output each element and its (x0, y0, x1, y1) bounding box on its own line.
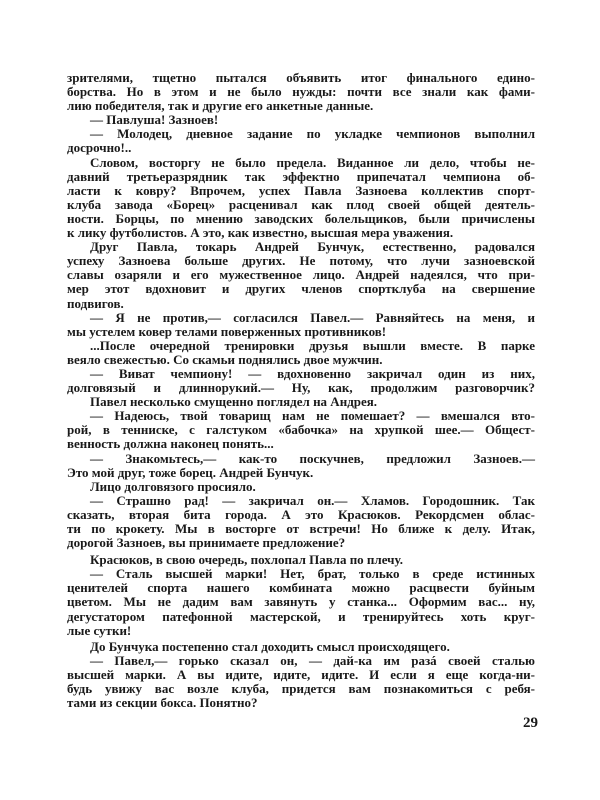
text-line: лые сутки! (67, 622, 132, 638)
text-line: тами из секции бокса. Понятно? (67, 695, 258, 711)
text-line: мер этот вдохновит и других членов спортклуба на свершение (67, 281, 535, 297)
text-line: — Страшно рад! — закричал он.— Хламов. Городошник. Так (90, 492, 535, 508)
text-line: Словом, восторгу не было предела. Виданное ли дело, чтобы не- (90, 154, 535, 170)
text-line: — Знакомьтесь,— как-то поскучнев, предложил Зазноев.— (90, 450, 535, 466)
text-line: славы озаряли и его мужественное лицо. Андрей надеялся, что при- (67, 267, 535, 283)
text-line: сказать, вторая бита города. А это Красюков. Рекордсмен облас- (67, 506, 535, 522)
text-line: клуба завода «Борец» расценивал как плод своей общей деятель- (67, 196, 535, 212)
text-line: веяло свежестью. Со скамьи поднялись двое мужчин. (67, 351, 383, 367)
text-line: подвигов. (67, 295, 124, 311)
text-line: долговязый и длиннорукий.— Ну, как, продолжим разговорчик? (67, 380, 535, 396)
text-line: зрителями, тщетно пытался объявить итог финального едино- (67, 70, 535, 85)
text-line: — Надеюсь, твой товарищ нам не помешает? — вмешался вто- (90, 408, 535, 424)
text-line: Красюков, в свою очередь, похлопал Павла по плечу. (90, 552, 403, 568)
text-line: досрочно!.. (67, 140, 132, 156)
text-line: Это мой друг, тоже борец. Андрей Бунчук. (67, 464, 314, 480)
text-line: — Я не против,— согласился Павел.— Равняйтесь на меня, и (90, 309, 535, 325)
text-line: — Павел,— горько сказал он, — дай-ка им разá своей сталью (90, 652, 535, 668)
text-line: венность должна наконец понять... (67, 436, 274, 452)
text-line: будь увижу вас возле клуба, придется вам познакомиться с ребя- (67, 681, 535, 697)
text-line: ности. Борцы, по мнению заводских болельщиков, были причислены (67, 210, 535, 226)
text-line: цветом. Мы не дадим вам завянуть у станка... Оформим вас... ну, (67, 594, 535, 610)
text-line: лию победителя, так и другие его анкетные данные. (67, 98, 374, 114)
text-line: борства. Но в этом и не было нужды: почти все знали как фами- (67, 84, 535, 100)
text-line: дорогой Зазноев, вы принимаете предложение? (67, 535, 346, 551)
text-line: к лику футболистов. А это, как известно, высшая мера уважения. (67, 225, 454, 241)
text-line: ласти к ковру? Впрочем, успех Павла Зазноева коллектив спорт- (67, 182, 535, 198)
text-line: ...После очередной тренировки друзья вышли вместе. В парке (90, 337, 535, 353)
text-line: — Виват чемпиону! — вдохновенно закричал один из них, (90, 365, 535, 381)
text-line: До Бунчука постепенно стал доходить смысл происходящего. (90, 638, 450, 654)
text-line: рой, в тенниске, с галстуком «бабочка» на хрупкой шее.— Общест- (67, 422, 535, 438)
text-line: — Сталь высшей марки! Нет, брат, только в среде истинных (90, 566, 535, 582)
text-line: высшей марки. А вы идите, идите, идите. И если я еще когда-ни- (67, 666, 535, 682)
text-line: ценителей спорта нашего комбината можно расцвести буйным (67, 580, 535, 596)
text-line: — Павлуша! Зазноев! (90, 112, 219, 128)
body-text (67, 71, 535, 710)
text-line: Лицо долговязого просияло. (90, 478, 256, 494)
text-line: мы устелем ковер телами поверженных противников! (67, 323, 387, 339)
text-line: давний третьеразрядник так эффектно припечатал чемпиона об- (67, 168, 535, 184)
text-line: Павел несколько смущенно поглядел на Андрея. (90, 394, 378, 410)
text-line: Друг Павла, токарь Андрей Бунчук, естественно, радовался (90, 239, 535, 255)
text-line: успеху Зазноева больше других. Не потому, что лучи зазноевской (67, 253, 535, 269)
text-line: дегустатором патефонной мастерской, и тренируйтесь хоть круг- (67, 608, 535, 624)
page-number: 29 (523, 715, 538, 731)
text-line: — Молодец, дневное задание по укладке чемпионов выполнил (90, 126, 535, 142)
text-line: ти по крокету. Мы в восторге от встречи! Но ближе к делу. Итак, (67, 521, 535, 536)
